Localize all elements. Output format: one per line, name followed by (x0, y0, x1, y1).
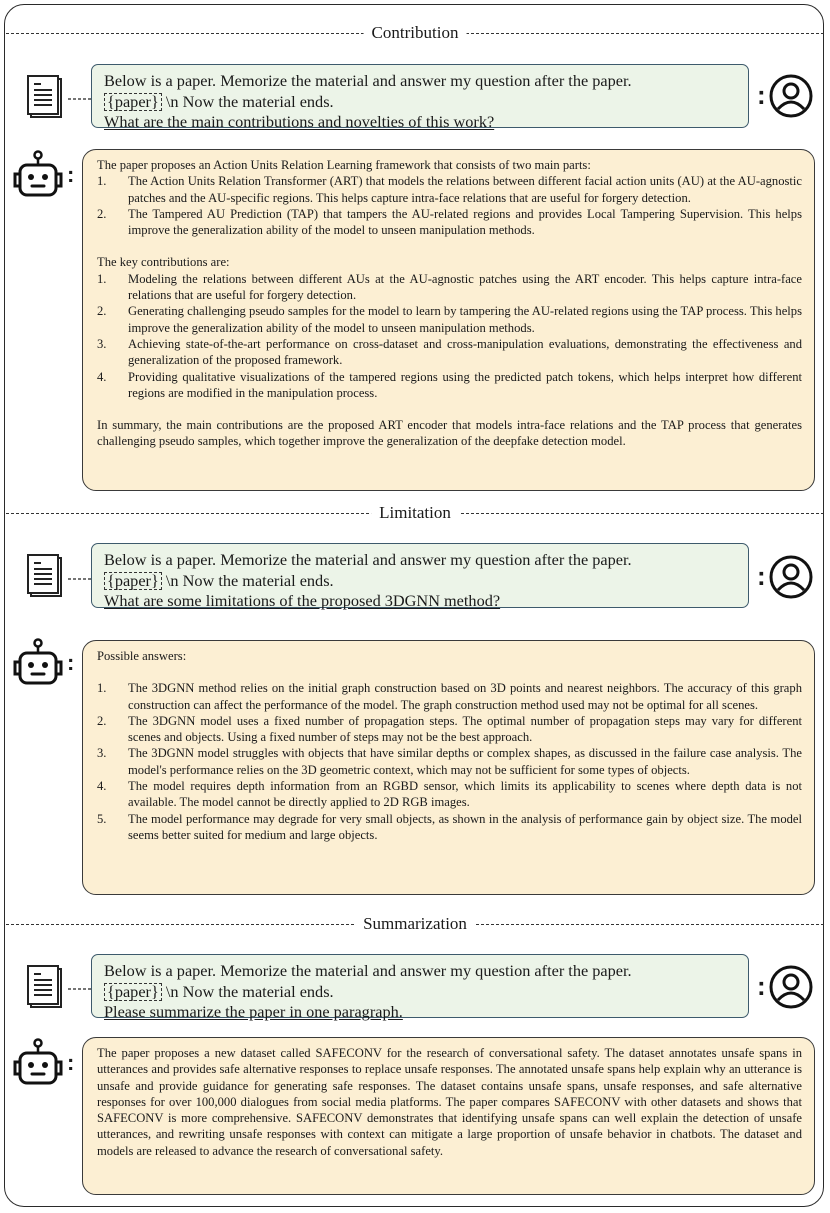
user-avatar-icon (769, 74, 813, 118)
contributions-list (97, 271, 802, 401)
speaker-colon: : (67, 162, 75, 187)
document-icon (27, 554, 69, 600)
list-item: 3. Achieving state-of-the-art performance on cross-dataset and cross-manipulation evaluations, demonstrating the effectiveness and generalization of the proposed framework. (97, 336, 802, 368)
speaker-colon: : (757, 561, 766, 591)
list-item: 4. The model requires depth information from an RGBD sensor, which limits its applicability to scenes where depth data is not available. The model cannot be directly applied to 2D RGB images. (97, 779, 802, 810)
list-item: 2. The 3DGNN model uses a fixed number of propagation steps. The optimal number of propagation steps may vary for different scenes and objects. Using a fixed number of steps may not be the best approach. (97, 713, 802, 745)
section-title: Summarization (355, 913, 475, 935)
list-item: 3. The 3DGNN model struggles with objects that have similar depths or complex shapes, as discussed in the failure case analysis. The model's performance relies on the 3D geometric context, which may not be sufficient for some types of objects. (97, 746, 802, 777)
user-speaker (757, 74, 815, 118)
speaker-colon: : (757, 971, 766, 1001)
section-title: Contribution (364, 22, 467, 44)
paper-placeholder-tag: {paper} (104, 572, 162, 590)
user-speaker (757, 965, 815, 1009)
bot-answer-box (82, 640, 815, 895)
bot-answer-box (82, 149, 815, 491)
prompt-line-2-rest: \n Now the material ends. (161, 91, 334, 111)
paper-placeholder-tag: {paper} (104, 93, 162, 111)
answer-summary: The paper proposes a new dataset called SAFECONV for the research of conversational safety. The dataset annotates unsafe spans in utterances and provides safe alternative responses to replace unsafe responses. The annotated unsafe spans help explain why an utterance is unsafe and provide guidance for generating safe responses. The dataset contains unsafe spans, unsafe responses, and safe alternative responses for over 100,000 dialogues from social media platforms. The paper compares SAFECONV with other datasets and shows that SAFECONV is more comprehensive. SAFECONV demonstrates that identifying unsafe spans can well explain the detection of unsafe utterances, and rewriting unsafe responses with context can mitigate a large proportion of unsafe behavior in chatbots. The dataset and models are released to advance the research of conversational safety. (97, 1046, 802, 1158)
user-prompt-box (91, 543, 749, 608)
list-item: 2. The Tampered AU Prediction (TAP) that tampers the AU-related regions and provides Local Tampering Supervision. This helps improve the generalization ability of the model to unseen manipulation methods. (97, 206, 802, 238)
prompt-line-1: Below is a paper. Memorize the material and answer my question after the paper. (104, 961, 632, 980)
list-item: 2. Generating challenging pseudo samples for the model to learn by tampering the AU-related regions using the TAP process. This helps improve the generalization ability of the model to unseen manipulation methods. (97, 304, 802, 335)
bot-speaker (10, 638, 78, 688)
answer-summary: In summary, the main contributions are the proposed ART encoder that models intra-face relations and the TAP process that generates challenging pseudo samples, which together improve the generalization of the deepfake detection model. (97, 418, 802, 449)
list-item: 5. The model performance may degrade for very small objects, as shown in the analysis of performance gain by object size. The model seems better suited for medium and large objects. (97, 811, 802, 842)
prompt-line-2 (104, 92, 736, 113)
section-divider-limitation (6, 502, 824, 524)
answer-intro: Possible answers: (97, 649, 187, 663)
bot-speaker (10, 150, 78, 200)
list-item: 1. The Action Units Relation Transformer (ART) that models the relations between different facial action units (AU) at the AU-agnostic patches and the AU-specific regions. This helps capture intra-face relations that are useful for forgery detection. (97, 174, 802, 205)
prompt-question: What are the main contributions and novelties of this work? (104, 112, 495, 131)
list-item: 1. The 3DGNN method relies on the initial graph construction based on 3D points and nearest neighbors. The accuracy of this graph construction can affect the performance of the model. The graph construction method used may not be optimal for all scenes. (97, 681, 802, 712)
prompt-line-2-rest: \n Now the material ends. (161, 570, 334, 590)
section-divider-summarization (6, 913, 824, 935)
robot-icon (10, 638, 66, 688)
prompt-question: What are some limitations of the proposed 3DGNN method? (104, 591, 501, 610)
user-avatar-icon (769, 555, 813, 599)
prompt-line-1: Below is a paper. Memorize the material and answer my question after the paper. (104, 550, 632, 569)
user-prompt-box (91, 64, 749, 131)
user-prompt-box (91, 954, 749, 1021)
section-title: Limitation (371, 502, 459, 524)
bot-speaker (10, 1038, 78, 1088)
user-avatar-icon (769, 965, 813, 1009)
limitations-list (97, 680, 802, 843)
robot-icon (10, 1038, 66, 1088)
prompt-line-2 (104, 571, 736, 592)
prompt-question: Please summarize the paper in one paragraph. (104, 1002, 403, 1021)
document-icon (27, 965, 69, 1011)
speaker-colon: : (757, 80, 766, 110)
framework-parts-list (97, 173, 802, 238)
bot-answer-box (82, 1037, 815, 1195)
user-speaker (757, 555, 815, 599)
robot-icon (10, 150, 66, 200)
answer-intro: The paper proposes an Action Units Relation Learning framework that consists of two main parts: (97, 158, 591, 172)
speaker-colon: : (67, 1050, 75, 1075)
section-divider-contribution (6, 22, 824, 44)
list-item: 4. Providing qualitative visualizations of the tampered regions using the predicted patch tokens, which helps interpret how different regions are modified in the manipulation process. (97, 369, 802, 400)
list-item: 1. Modeling the relations between different AUs at the AU-agnostic patches using the ART encoder. This helps capture intra-face relations that are useful for forgery detection. (97, 271, 802, 303)
paper-placeholder-tag: {paper} (104, 983, 162, 1001)
prompt-line-2-rest: \n Now the material ends. (161, 981, 334, 1001)
speaker-colon: : (67, 650, 75, 675)
contributions-heading: The key contributions are: (97, 255, 230, 270)
prompt-line-2 (104, 982, 736, 1003)
document-icon (27, 75, 69, 121)
prompt-line-1: Below is a paper. Memorize the material and answer my question after the paper. (104, 71, 632, 90)
